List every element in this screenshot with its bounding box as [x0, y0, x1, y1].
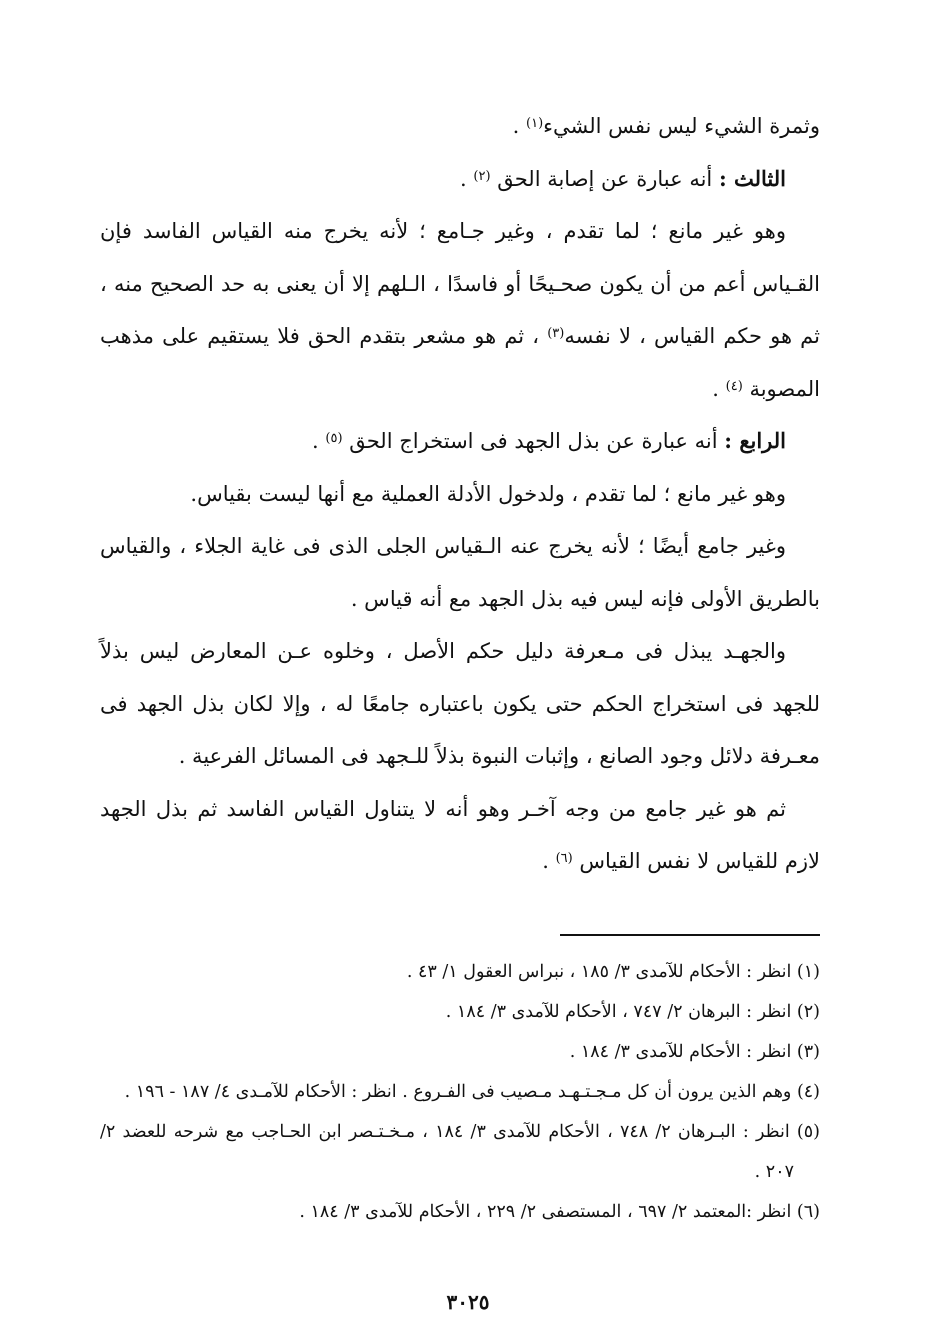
- paragraph-1-end: .: [512, 114, 526, 138]
- heading-fourth: الرابع :: [724, 428, 786, 453]
- paragraph-fourth-definition: [100, 415, 820, 468]
- paragraph-7: والجهـد يبذل فى مـعرفة دليل حكم الأصل ، وخلوه عـن المعارض ليس بذلاً للجهد فى استخراج الحكم حتى يكون باعتباره جامعًا له ، وإلا لكان بذل الجهد فى معـرفة دلائل وجود الصانع ، وإثبات النبوة بذلاً للـجهد فى المسائل الفرعية .: [100, 639, 820, 768]
- paragraph-3-end: .: [712, 376, 726, 401]
- paragraph-8-text: ثم هو غير جامع من وجه آخـر وهو أنه لا يتناول القياس الفاسد ثم بذل الجهد لازم للقياس لا نفس القياس: [100, 796, 820, 873]
- footnote-divider: [560, 934, 820, 936]
- footnote-6: (٦) انظر :المعتمد ٢/ ٦٩٧ ، المستصفى ٢/ ٢٢٩ ، الأحكام للآمدى ٣/ ١٨٤ .: [299, 1202, 820, 1222]
- paragraph-8: [100, 783, 820, 888]
- third-end: .: [460, 166, 474, 191]
- fourth-text: أنه عبارة عن بذل الجهد فى استخراج الحق: [342, 429, 725, 453]
- footnote-ref-4: (٤): [725, 378, 743, 394]
- footnote-ref-1: (١): [526, 116, 544, 131]
- paragraph-6: وغير جامع أيضًا ؛ لأنه يخرج عنه الـقياس الجلى الذى فى غاية الجلاء ، والقياس بالطريق الأولى فإنه ليس فيه بذل الجهد مع أنه قياس .: [100, 534, 820, 611]
- paragraph-3-text: وهو غير مانع ؛ لما تقدم ، وغير جـامع ؛ لأنه يخرج منه القياس الفاسد فإن القـياس أعم من أن يكون صحـيحًا أو فاسدًا ، الـلهم إلا أن يعنى به حد الصحيح منه ، ثم هو حكم القياس ، لا نفسه: [100, 219, 820, 348]
- paragraph-1-text: وثمرة الشيء ليس نفس الشيء: [543, 114, 820, 138]
- footnote-3: (٣) انظر : الأحكام للآمدى ٣/ ١٨٤ .: [569, 1042, 820, 1062]
- paragraph-3-text-cont: ، ثم هو مشعر بتقدم الحق فلا يستقيم على مذهب المصوبة: [100, 324, 820, 401]
- footnote-1: (١) انظر : الأحكام للآمدى ٣/ ١٨٥ ، نبراس العقول ١/ ٤٣ .: [406, 962, 820, 982]
- third-text: أنه عبارة عن إصابة الحق: [490, 166, 719, 191]
- paragraph-5: وهو غير مانع ؛ لما تقدم ، ولدخول الأدلة العملية مع أنها ليست بقياس.: [190, 481, 786, 506]
- book-page: [100, 100, 820, 1310]
- footnote-ref-3: (٣): [547, 326, 565, 341]
- footnote-ref-5: (٥): [325, 431, 343, 446]
- footnote-ref-6: (٦): [555, 851, 573, 866]
- paragraph-3: [100, 205, 820, 415]
- footnotes: [100, 952, 820, 1232]
- footnote-ref-2: (٢): [473, 168, 491, 184]
- footnote-2: (٢) انظر : البرهان ٢/ ٧٤٧ ، الأحكام للآمدى ٣/ ١٨٤ .: [445, 1002, 820, 1022]
- paragraph-third-definition: [100, 153, 820, 206]
- heading-third: الثالث :: [718, 165, 786, 191]
- footnote-5: (٥) انظر : البـرهان ٢/ ٧٤٨ ، الأحكام للآمدى ٣/ ١٨٤ ، مـخـتـصر ابن الحـاجب مع شرحه للعضد ٢/ ٢٠٧ .: [100, 1122, 820, 1182]
- footnote-4: (٤) وهم الذين يرون أن كل مـجـتـهـد مـصيب فى الفـروع . انظر : الأحكام للآمـدى ٤/ ١٨٧ - ١٩٦ .: [124, 1082, 820, 1102]
- page-number: ٣٠٢٥: [446, 1290, 490, 1314]
- fourth-end: .: [312, 429, 326, 453]
- paragraph-8-end: .: [542, 849, 556, 873]
- paragraph-1: [100, 100, 820, 153]
